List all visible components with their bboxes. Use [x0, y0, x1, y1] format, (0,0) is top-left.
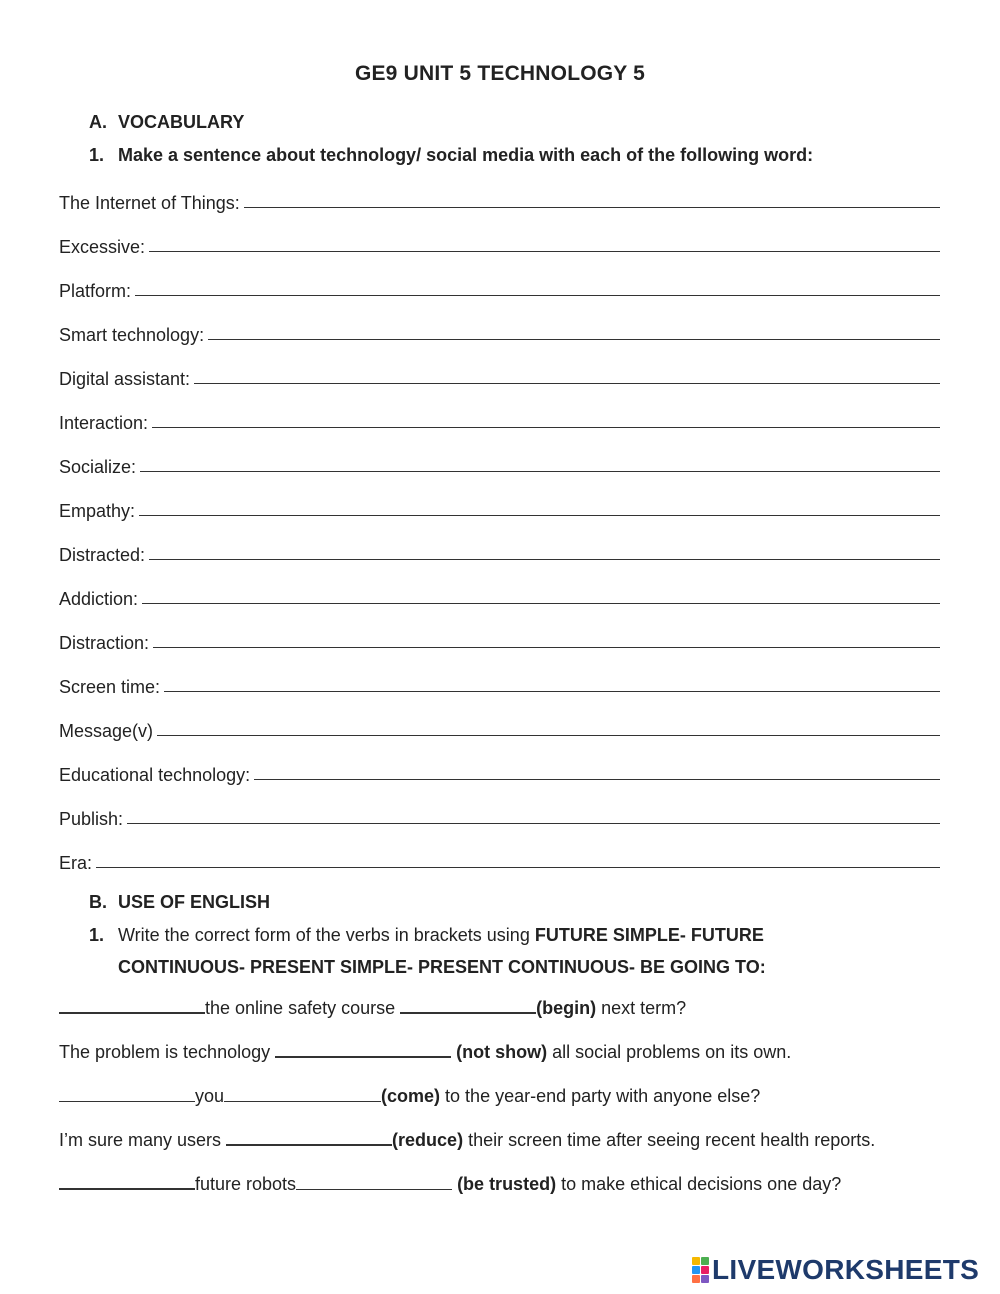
- vocab-term: Digital assistant:: [59, 369, 191, 389]
- sentence-text: The problem is technology: [59, 1042, 276, 1062]
- vocab-item: [59, 846, 940, 874]
- vocab-answer-line[interactable]: [135, 295, 940, 296]
- vocab-answer-line[interactable]: [149, 251, 940, 252]
- vocab-answer-line[interactable]: [152, 427, 940, 428]
- vocab-item: [59, 230, 940, 258]
- vocab-answer-line[interactable]: [254, 779, 940, 780]
- vocab-item: [59, 626, 940, 654]
- vocab-answer-line[interactable]: [149, 559, 940, 560]
- sentence-4: [59, 1130, 959, 1151]
- vocab-term: Publish:: [59, 809, 124, 829]
- section-b-instruction-bold: FUTURE SIMPLE- FUTURE CONTINUOUS- PRESENT SIMPLE- PRESENT CONTINUOUS- BE GOING TO:: [118, 925, 766, 977]
- vocab-item: [59, 494, 940, 522]
- section-a-instruction-number: 1.: [89, 145, 105, 165]
- vocab-term: Message(v): [59, 721, 154, 741]
- answer-blank[interactable]: [296, 1175, 452, 1190]
- vocab-answer-line[interactable]: [208, 339, 940, 340]
- section-a-title: VOCABULARY: [118, 112, 245, 132]
- section-b-instruction-number: 1.: [89, 925, 105, 945]
- vocab-term: Distracted:: [59, 545, 146, 565]
- sentence-text: to make ethical decisions one day?: [556, 1174, 842, 1194]
- vocab-term: Educational technology:: [59, 765, 251, 785]
- vocab-item: [59, 362, 940, 390]
- sentence-text: you: [195, 1086, 225, 1106]
- answer-blank[interactable]: [400, 998, 536, 1014]
- verb-cue: (begin): [536, 998, 597, 1018]
- vocab-answer-line[interactable]: [157, 735, 940, 736]
- section-b-title: USE OF ENGLISH: [118, 892, 271, 912]
- answer-blank[interactable]: [226, 1130, 392, 1146]
- liveworksheets-blocks-icon: [692, 1257, 710, 1283]
- section-b-instruction: [89, 919, 849, 983]
- vocab-item: [59, 274, 940, 302]
- section-a-instruction: [89, 139, 849, 171]
- vocab-term: Era:: [59, 853, 93, 873]
- vocab-term: Socialize:: [59, 457, 137, 477]
- vocab-term: Platform:: [59, 281, 132, 301]
- sentence-1: [59, 998, 959, 1019]
- section-b-instruction-plain: Write the correct form of the verbs in brackets using: [118, 925, 535, 945]
- vocab-answer-line[interactable]: [142, 603, 940, 604]
- sentence-text: all social problems on its own.: [547, 1042, 792, 1062]
- section-b-letter: B.: [89, 892, 107, 912]
- vocab-term: Screen time:: [59, 677, 161, 697]
- sentence-3: [59, 1086, 959, 1107]
- sentence-text: I’m sure many users: [59, 1130, 227, 1150]
- vocab-term: Addiction:: [59, 589, 139, 609]
- vocab-item: [59, 538, 940, 566]
- verb-cue: (be trusted): [452, 1174, 557, 1194]
- answer-blank[interactable]: [224, 1087, 381, 1102]
- vocab-answer-line[interactable]: [244, 207, 940, 208]
- sentence-5: [59, 1174, 959, 1195]
- answer-blank[interactable]: [59, 998, 205, 1014]
- liveworksheets-wordmark: LIVEWORKSHEETS: [712, 1254, 980, 1285]
- vocab-item: [59, 714, 940, 742]
- sentence-text: to the year-end party with anyone else?: [440, 1086, 761, 1106]
- sentence-text: future robots: [195, 1174, 297, 1194]
- vocab-item: [59, 582, 940, 610]
- section-b-heading: [89, 892, 270, 913]
- vocab-item: [59, 450, 940, 478]
- section-b-instruction-text: [89, 919, 849, 983]
- vocab-term: The Internet of Things:: [59, 193, 240, 213]
- vocab-term: Excessive:: [59, 237, 146, 257]
- verb-cue: (not show): [451, 1042, 548, 1062]
- liveworksheets-logo[interactable]: [692, 1255, 979, 1285]
- vocab-answer-line[interactable]: [153, 647, 940, 648]
- section-a-letter: A.: [89, 112, 107, 132]
- vocab-item: [59, 318, 940, 346]
- page-title: GE9 UNIT 5 TECHNOLOGY 5: [354, 62, 646, 85]
- vocab-answer-line[interactable]: [139, 515, 940, 516]
- vocab-item: [59, 758, 940, 786]
- vocab-answer-line[interactable]: [96, 867, 940, 868]
- vocab-item: [59, 406, 940, 434]
- answer-blank[interactable]: [59, 1174, 195, 1190]
- vocab-answer-line[interactable]: [127, 823, 940, 824]
- vocab-answer-line[interactable]: [140, 471, 940, 472]
- section-a-heading: [89, 112, 244, 133]
- vocab-item: [59, 802, 940, 830]
- sentence-text: the online safety course: [205, 998, 401, 1018]
- vocab-term: Interaction:: [59, 413, 149, 433]
- answer-blank[interactable]: [275, 1042, 451, 1058]
- vocab-term: Empathy:: [59, 501, 136, 521]
- vocab-item: [59, 186, 940, 214]
- sentence-text: their screen time after seeing recent health reports.: [463, 1130, 876, 1150]
- answer-blank[interactable]: [59, 1087, 195, 1102]
- vocab-item: [59, 670, 940, 698]
- verb-cue: (reduce): [392, 1130, 464, 1150]
- sentence-text: next term?: [596, 998, 687, 1018]
- sentence-2: [59, 1042, 959, 1063]
- section-a-instruction-text: Make a sentence about technology/ social media with each of the following word:: [118, 145, 814, 165]
- verb-cue: (come): [381, 1086, 441, 1106]
- vocab-term: Distraction:: [59, 633, 150, 653]
- vocab-answer-line[interactable]: [194, 383, 940, 384]
- vocab-term: Smart technology:: [59, 325, 205, 345]
- vocab-answer-line[interactable]: [164, 691, 940, 692]
